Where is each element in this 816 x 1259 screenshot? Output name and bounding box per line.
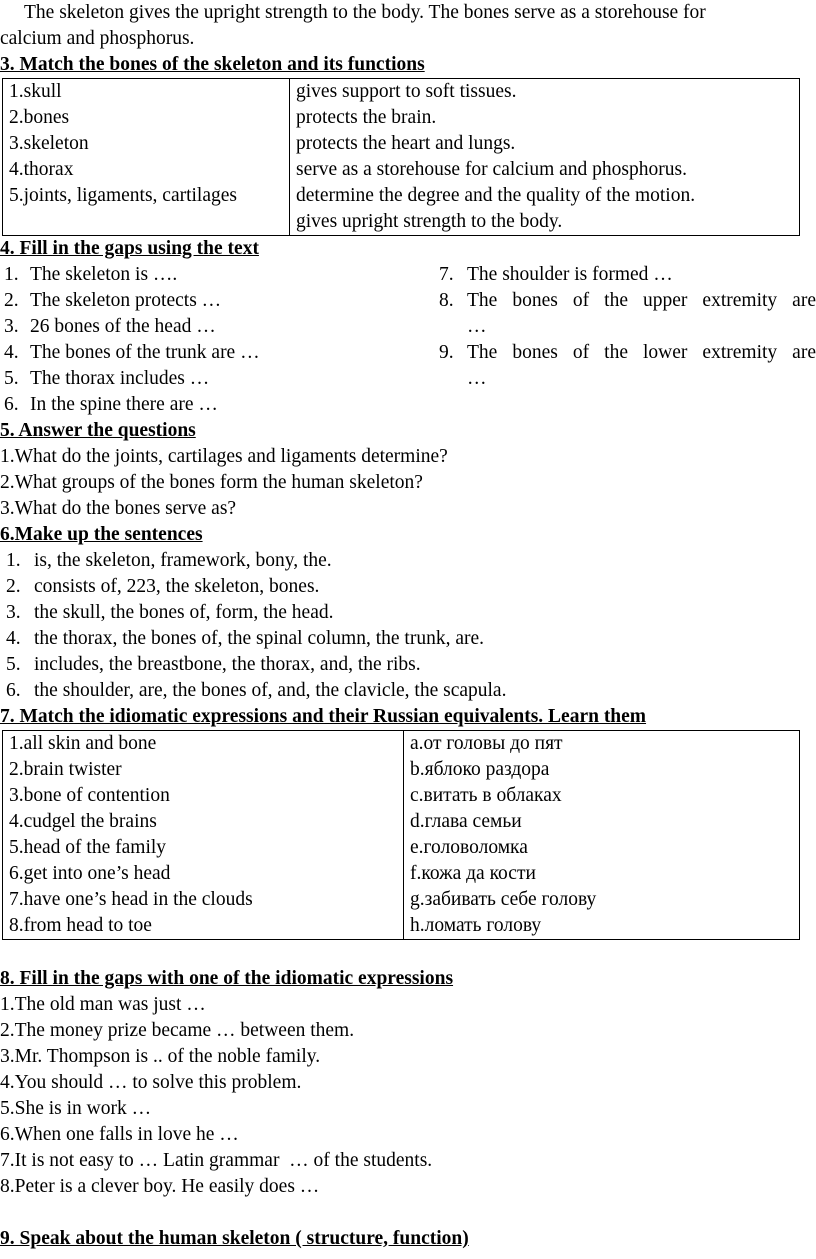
list-item: 1.The old man was just … — [0, 994, 206, 1015]
table-row — [3, 731, 800, 758]
function-cell: protects the heart and lungs. — [296, 133, 516, 154]
item-number: 2. — [4, 290, 19, 311]
fill-gaps-right-column — [439, 262, 816, 392]
item-text: the thorax, the bones of, the spinal column, the trunk, are. — [34, 628, 485, 649]
russian-cell: e.головоломка — [404, 835, 800, 861]
item-number: 5. — [4, 368, 19, 389]
list-item — [0, 652, 816, 678]
list-item: 6.When one falls in love he … — [0, 1124, 239, 1145]
table-row — [3, 913, 800, 940]
table-row — [3, 79, 800, 106]
section-7-heading: 7. Match the idiomatic expressions and their Russian equivalents. Learn them — [0, 706, 647, 727]
function-cell: gives upright strength to the body. — [296, 211, 563, 232]
list-item — [0, 678, 816, 704]
list-item: 3.Mr. Thompson is .. of the noble family. — [0, 1046, 321, 1067]
list-item — [439, 340, 816, 366]
item-text: The skeleton is …. — [30, 264, 178, 285]
function-cell: protects the brain. — [296, 107, 437, 128]
item-number: 3. — [4, 316, 19, 337]
section-3-heading: 3. Match the bones of the skeleton and its functions — [0, 54, 425, 75]
function-cell: serve as a storehouse for calcium and phosphorus. — [296, 159, 687, 180]
russian-cell: b.яблоко раздора — [404, 757, 800, 783]
item-number: 4. — [6, 628, 21, 649]
bone-cell: 1.skull — [3, 79, 290, 106]
fill-gaps-left-column — [4, 262, 404, 418]
fill-gaps-columns — [0, 262, 816, 418]
section-9-heading: 9. Speak about the human skeleton ( structure, function) — [0, 1228, 469, 1249]
russian-cell: d.глава семьи — [404, 809, 800, 835]
idiom-cell: 3.bone of contention — [3, 783, 404, 809]
idiom-cell: 7.have one’s head in the clouds — [3, 887, 404, 913]
item-text: The skeleton protects … — [30, 290, 222, 311]
item-number: 5. — [6, 654, 21, 675]
idiom-cell: 4.cudgel the brains — [3, 809, 404, 835]
table-row — [3, 861, 800, 887]
idiom-gaps-list — [0, 992, 816, 1200]
item-text: is, the skeleton, framework, bony, the. — [34, 550, 332, 571]
questions-list — [0, 444, 816, 522]
item-continuation: … — [467, 316, 487, 337]
list-item — [4, 340, 404, 366]
russian-cell: a.от головы до пят — [404, 731, 800, 758]
table-row — [3, 809, 800, 835]
item-text: 26 bones of the head … — [30, 316, 216, 337]
section-6-heading: 6.Make up the sentences — [0, 524, 203, 545]
item-number: 7. — [439, 264, 454, 285]
item-text: The shoulder is formed … — [467, 264, 673, 285]
item-number: 9. — [439, 342, 454, 363]
item-text: the shoulder, are, the bones of, and, the clavicle, the scapula. — [34, 680, 507, 701]
item-number: 8. — [439, 290, 454, 311]
list-item — [0, 574, 816, 600]
intro-line-1: The skeleton gives the upright strength to the body. The bones serve as a storehouse for — [24, 2, 706, 23]
list-item — [439, 262, 816, 288]
table-row — [3, 157, 800, 183]
table-row — [3, 887, 800, 913]
item-text: The thorax includes … — [30, 368, 210, 389]
item-number: 6. — [4, 394, 19, 415]
item-continuation: … — [467, 368, 487, 389]
russian-cell: g.забивать себе голову — [404, 887, 800, 913]
table-row — [3, 209, 800, 236]
item-text: includes, the breastbone, the thorax, and, the ribs. — [34, 654, 421, 675]
list-item: 2.What groups of the bones form the human skeleton? — [0, 472, 423, 493]
item-text: In the spine there are … — [30, 394, 218, 415]
bone-cell: 3.skeleton — [3, 131, 290, 157]
list-item — [439, 288, 816, 314]
list-item — [0, 600, 816, 626]
list-item — [4, 366, 404, 392]
item-number: 1. — [4, 264, 19, 285]
table-row — [3, 183, 800, 209]
list-item: 3.What do the bones serve as? — [0, 498, 237, 519]
blank-line — [0, 1200, 816, 1226]
list-item — [0, 548, 816, 574]
list-item: 1.What do the joints, cartilages and ligaments determine? — [0, 446, 448, 467]
russian-cell: f.кожа да кости — [404, 861, 800, 887]
bone-cell: 2.bones — [3, 105, 290, 131]
table-row — [3, 757, 800, 783]
idiom-cell: 2.brain twister — [3, 757, 404, 783]
list-item — [4, 288, 404, 314]
intro-paragraph — [0, 0, 816, 52]
list-item: 8.Peter is a clever boy. He easily does … — [0, 1176, 320, 1197]
table-row — [3, 835, 800, 861]
idiom-cell: 6.get into one’s head — [3, 861, 404, 887]
russian-cell: c.витать в облаках — [404, 783, 800, 809]
list-item — [4, 392, 404, 418]
list-item — [0, 626, 816, 652]
list-item: 4.You should … to solve this problem. — [0, 1072, 302, 1093]
table-row — [3, 783, 800, 809]
idioms-table — [2, 730, 800, 940]
bone-cell — [3, 209, 290, 236]
list-item — [4, 262, 404, 288]
idiom-cell: 5.head of the family — [3, 835, 404, 861]
blank-line — [0, 940, 816, 966]
item-number: 6. — [6, 680, 21, 701]
table-row — [3, 131, 800, 157]
item-text: consists of, 223, the skeleton, bones. — [34, 576, 320, 597]
bone-cell: 4.thorax — [3, 157, 290, 183]
item-number: 2. — [6, 576, 21, 597]
section-5-heading: 5. Answer the questions — [0, 420, 196, 441]
item-text: The bones of the trunk are … — [30, 342, 260, 363]
list-item: 5.She is in work … — [0, 1098, 152, 1119]
idiom-cell: 8.from head to toe — [3, 913, 404, 940]
function-cell: determine the degree and the quality of the motion. — [296, 185, 696, 206]
item-text: The bones of the lower extremity are — [467, 342, 816, 363]
function-cell: gives support to soft tissues. — [296, 81, 517, 102]
item-number: 4. — [4, 342, 19, 363]
list-item: 7.It is not easy to … Latin grammar … of the students. — [0, 1150, 433, 1171]
bone-cell: 5.joints, ligaments, cartilages — [3, 183, 290, 209]
section-4-heading: 4. Fill in the gaps using the text — [0, 238, 259, 259]
bones-functions-table — [2, 78, 800, 236]
item-text: the skull, the bones of, form, the head. — [34, 602, 334, 623]
russian-cell: h.ломать голову — [404, 913, 800, 940]
list-item — [4, 314, 404, 340]
item-number: 3. — [6, 602, 21, 623]
item-text: The bones of the upper extremity are — [467, 290, 816, 311]
intro-line-2: calcium and phosphorus. — [0, 28, 195, 49]
list-item: 2.The money prize became … between them. — [0, 1020, 355, 1041]
section-8-heading: 8. Fill in the gaps with one of the idiomatic expressions — [0, 968, 454, 989]
table-row — [3, 105, 800, 131]
item-number: 1. — [6, 550, 21, 571]
idiom-cell: 1.all skin and bone — [3, 731, 404, 758]
sentences-list — [0, 548, 816, 704]
